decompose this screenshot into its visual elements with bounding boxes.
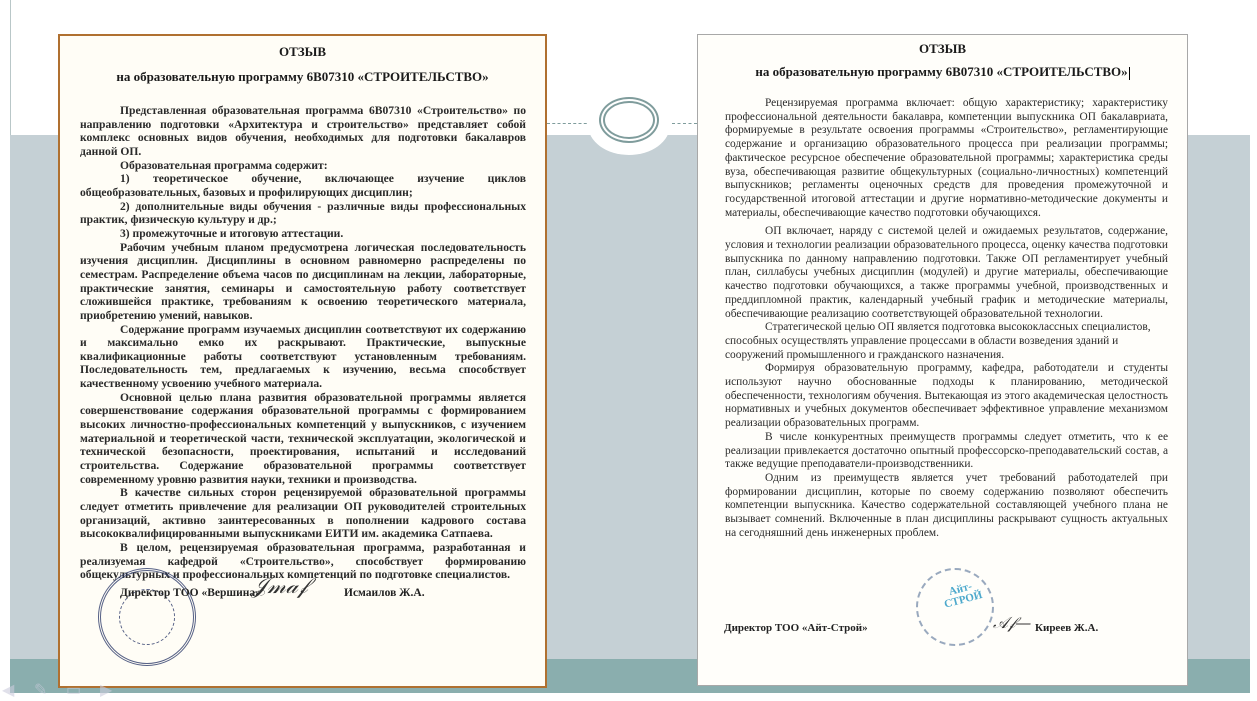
signer-position: Директор ТОО «Айт-Строй» <box>724 622 868 634</box>
doc-title: ОТЗЫВ <box>918 41 967 56</box>
divider-dash <box>672 123 697 124</box>
previous-slide-icon[interactable]: ◀ <box>2 682 15 699</box>
doc-subtitle: на образовательную программу 6В07310 «СТРОИТЕЛЬСТВО» <box>755 64 1128 79</box>
divider-dash <box>547 123 592 124</box>
paragraph: Одним из преимуществ является учет требований работодателей при формировании дисциплин, которые по своему содержанию позволяют обеспечить компетенции выпускника. Качество содержательной составляющей учебного плана не вызывает сомнений. Включенные в план дисциплины раскрывают сущность актуальных на сегодняшний день инженерных проблем. <box>725 471 1168 539</box>
paragraph: Содержание программ изучаемых дисциплин соответствуют их содержанию и максимально емко их раскрывают. Практические, выпускные квалификационные работы соответствуют установленным требованиям. Последовательность тем, предлагаемых к изучению, весьма способствует качественному усвоению учебного материала. <box>80 322 526 391</box>
menu-icon[interactable]: ▭ <box>66 682 82 699</box>
paragraph: В качестве сильных сторон рецензируемой образовательной программы следует отметить привлечение для реализации ОП руководителей строительных организаций, активно заинтересованных в пополнении кадрового состава высококвалифицированными выпускниками ЕИТИ им. академика Сатпаева. <box>80 486 526 541</box>
doc-subtitle: на образовательную программу 6В07310 «СТРОИТЕЛЬСТВО» <box>116 69 489 84</box>
paragraph: Основной целью плана развития образовательной программы является совершенствование содержания образовательной программы с формированием высоких личностно-профессиональных компетенций у выпускников, с изучением материальной и теоретической части, технической эксплуатации, экологической и технической безопасности, проектирования, испытаний и исследований строительства. Содержание образовательной программы соответствует современному уровню развития науки, техники и производства. <box>80 390 526 486</box>
paragraph: Представленная образовательная программа 6В07310 «Строительство» по направлению подготовки «Архитектура и строительство» представляет собой комплекс основных видов обучения, необходимых для подготовки бакалавров данной ОП. <box>80 104 526 158</box>
paragraph: ОП включает, наряду с системой целей и ожидаемых результатов, содержание, условия и технологии реализации образовательного процесса, оценку качества подготовки выпускника по данному направлению подготовки. Также ОП регламентирует учебный план, силлабусы учебных дисциплин (модулей) и другие материалы, обеспечивающие качество подготовки обучающихся, а также программы учебной, производственных и преддипломной практик, календарный учебный график и методические материалы, обеспечивающие реализацию соответствующей образовательной технологии. <box>725 225 1168 320</box>
paragraph: Образовательная программа содержит: <box>120 158 328 172</box>
stamp-text: Айт-СТРОЙ <box>942 580 984 611</box>
next-slide-icon[interactable]: ▶ <box>100 682 113 699</box>
list-item: 1) теоретическое обучение, включающее изучение циклов общеобразовательных, базовых и профилирующих дисциплин; <box>80 172 526 199</box>
list-item: 2) дополнительные виды обучения - различные виды профессиональных практик, физическую культуру и др.; <box>80 199 526 227</box>
signature-icon: 𝒥𝓂𝒶𝒻 <box>252 574 308 599</box>
paragraph: Рецензируемая программа включает: общую характеристику; характеристику профессиональной деятельности бакалавра, компетенции выпускника ОП бакалавриата, формируемые в результате освоения программы «Строительство», регламентирующие содержание и организацию образовательного процесса при реализации программы; фактическое ресурсное обеспечение образовательной программы; характеристика среды вуза, обеспечивающая развитие общекультурных (социально-личностных) компетенций выпускников; регламенты оценочных средств для проведения промежуточной и государственной итоговой аттестации и другие нормативно-методические документы и материалы, обеспечивающие качество подготовки обучающихся. <box>725 97 1168 219</box>
paragraph: В целом, рецензируемая образовательная программа, разработанная и реализуемая кафедрой «Строительство», способствует формированию общекультурных и профессиональных компетенций по подготовке специалистов. <box>80 541 526 582</box>
signer-position: Директор ТОО «Вершина» <box>120 587 261 599</box>
review-document-right <box>697 34 1188 686</box>
decorative-oval <box>599 97 659 143</box>
stamp-icon <box>98 568 196 666</box>
pen-icon[interactable]: ✎ <box>34 682 48 699</box>
review-document-left <box>58 34 547 688</box>
doc-title: ОТЗЫВ <box>278 44 327 59</box>
signer-name: Исмаилов Ж.А. <box>344 587 425 599</box>
signer-name: Киреев Ж.А. <box>1035 622 1099 634</box>
stamp-icon <box>916 568 994 646</box>
paragraph: Стратегической целью ОП является подготовка высококлассных специалистов, способных осуществлять управление процессами в области возведения зданий и сооружений промышленного и гражданского назначения. <box>725 321 1151 361</box>
paragraph: Рабочим учебным планом предусмотрена логическая последовательность изучения дисциплин. Дисциплины в основном равномерно распределены по семестрам. Распределение объема часов по дисциплинам на лекции, лабораторные, практические занятия, семинары и самостоятельную работу соответствует сложившейся практике, требованиям к освоению теоретического материала, приобретению умений, навыков. <box>80 240 526 322</box>
doc-body <box>725 97 1168 541</box>
list-item: 3) промежуточные и итоговую аттестации. <box>120 226 344 240</box>
paragraph: Формируя образовательную программу, кафедра, работодатели и студенты используют научно обоснованные подходы к планированию, методической обеспеченности, технологиям обучения. Вытекающая из этого академическая целостность нормативных и учебных документов обеспечивает эффективное управление механизмом реализации образовательных программ. <box>725 362 1168 430</box>
doc-body <box>80 104 526 582</box>
signature-icon: 𝒜𝒻— <box>993 613 1032 632</box>
text-cursor <box>1129 67 1130 80</box>
paragraph: В числе конкурентных преимуществ программы следует отметить, что к ее реализации привлекается достаточно опытный профессорско-преподавательский состав, а также ведущие преподаватели-производственники. <box>725 430 1168 471</box>
